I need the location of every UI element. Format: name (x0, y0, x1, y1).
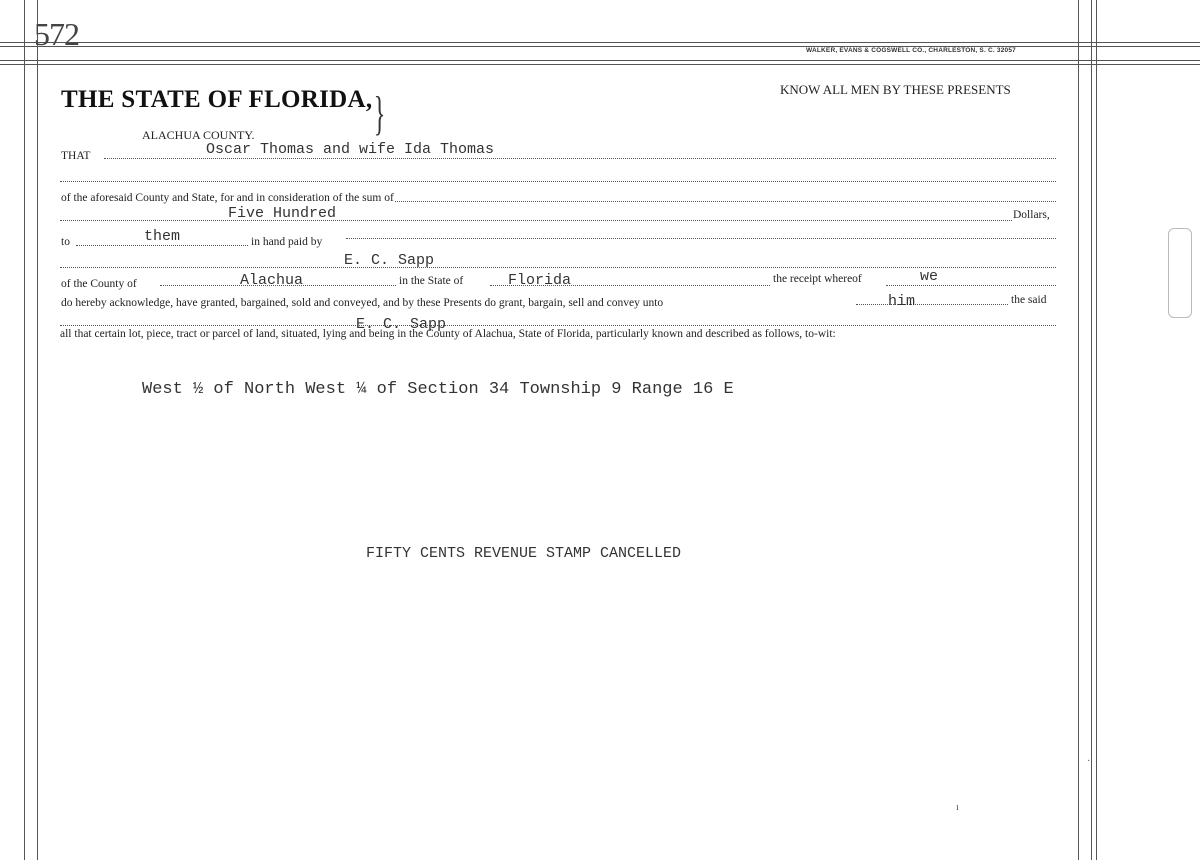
know-all-men-heading: KNOW ALL MEN BY THESE PRESENTS (780, 82, 1011, 97)
that-label: THAT (61, 150, 91, 162)
grant-text: do hereby acknowledge, have granted, bargained, sold and conveyed, and by these Presents do grant, bargain, sell and convey unto (61, 297, 664, 309)
binder-ring-hole (1168, 228, 1192, 318)
to-line-1 (76, 245, 248, 246)
header-rule-1 (0, 42, 1200, 43)
legal-description: West ½ of North West ¼ of Section 34 Township 9 Range 16 E (142, 380, 734, 399)
scan-speck: ı (956, 802, 959, 813)
right-margin-rule-1 (1078, 0, 1079, 860)
paid-to-field: them (144, 228, 181, 245)
receipt-label: the receipt whereof (773, 273, 862, 285)
grantee-field: E. C. Sapp (356, 316, 447, 333)
page-number: 572 (34, 16, 79, 52)
right-margin-rule-3 (1096, 0, 1097, 860)
receipt-line (886, 285, 1056, 286)
left-margin-rule-1 (24, 0, 25, 860)
convey-unto-line (856, 304, 1008, 305)
revenue-stamp-note: FIFTY CENTS REVENUE STAMP CANCELLED (366, 545, 682, 562)
to-label: to (61, 236, 70, 248)
right-margin-rule-2 (1091, 0, 1092, 860)
state-title: THE STATE OF FLORIDA, (61, 86, 373, 113)
in-hand-paid-label: in hand paid by (251, 236, 323, 248)
header-rule-2 (0, 46, 1200, 47)
that-line (104, 158, 1056, 159)
in-state-of-label: in the State of (399, 275, 464, 287)
aforesaid-text: of the aforesaid County and State, for and in consideration of the sum of (61, 192, 394, 204)
county-of-label: of the County of (61, 278, 137, 290)
receipt-value: we (920, 268, 939, 285)
title-brace: } (373, 87, 386, 140)
scan-speck: · (1087, 756, 1091, 767)
grantee-line (60, 325, 1056, 326)
sum-field: Five Hundred (228, 205, 337, 222)
blank-line (60, 181, 1056, 182)
paid-by-field: E. C. Sapp (344, 252, 435, 269)
header-rule-4 (0, 64, 1200, 65)
the-said-label: the said (1011, 294, 1047, 306)
left-margin-rule-2 (37, 0, 38, 860)
county-value: Alachua (240, 272, 304, 289)
state-value: Florida (508, 272, 572, 289)
convey-unto-value: him (888, 293, 916, 310)
grantors-field: Oscar Thomas and wife Ida Thomas (206, 141, 495, 158)
county-label: ALACHUA COUNTY. (142, 128, 255, 142)
printer-imprint: WALKER, EVANS & COGSWELL CO., CHARLESTON, S. C. 32057 (806, 47, 1016, 54)
sum-line (60, 220, 1012, 221)
description-intro: all that certain lot, piece, tract or parcel of land, situated, lying and being in the County of Alachua, State of Florida, particularly known and described as follows, to-wit: (60, 328, 836, 340)
header-rule-3 (0, 60, 1200, 61)
dollars-label: Dollars, (1013, 209, 1050, 221)
to-line-2 (346, 238, 1056, 239)
paid-by-line (60, 267, 1056, 268)
